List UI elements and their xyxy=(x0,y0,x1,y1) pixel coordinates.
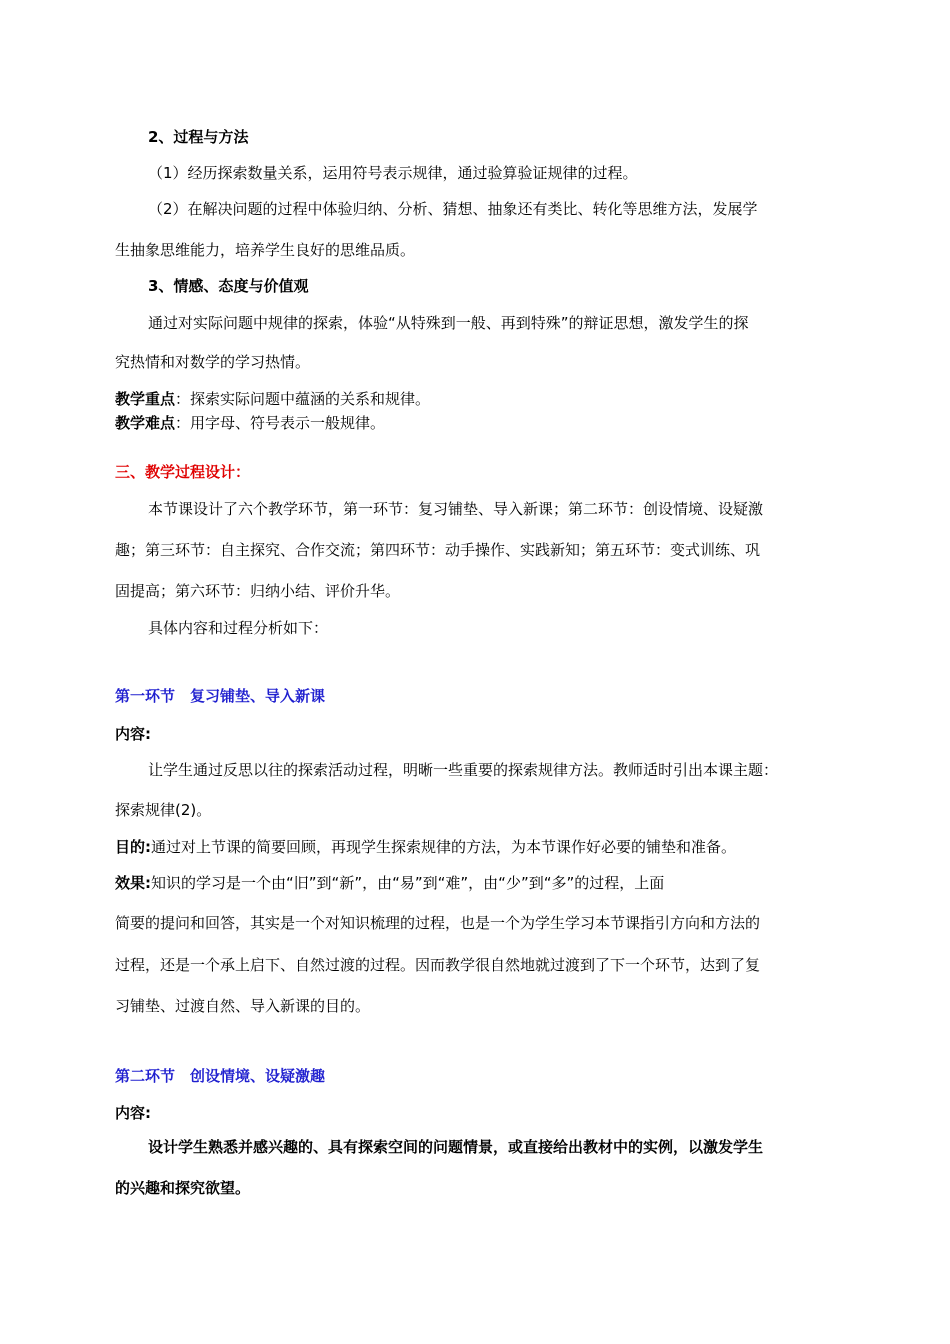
paragraph: 具体内容和过程分析如下： xyxy=(148,619,329,637)
section-heading-process-methods: 2、过程与方法 xyxy=(148,128,249,146)
paragraph: 习铺垫、过渡自然、导入新课的目的。 xyxy=(115,997,371,1015)
paragraph: 本节课设计了六个教学环节，第一环节：复习铺垫、导入新课；第二环节：创设情境、设疑激 xyxy=(148,500,764,518)
paragraph: 设计学生熟悉并感兴趣的、具有探索空间的问题情景，或直接给出教材中的实例，以激发学生 xyxy=(148,1138,764,1156)
teaching-difficulty xyxy=(115,413,385,433)
goal-line xyxy=(115,837,736,857)
stage-heading-2: 第二环节 创设情境、设疑激趣 xyxy=(115,1067,326,1085)
effect-text: 知识的学习是一个由“旧”到“新”，由“易”到“难”，由“少”到“多”的过程，上面 xyxy=(151,874,665,892)
stage-heading-1: 第一环节 复习铺垫、导入新课 xyxy=(115,687,326,705)
paragraph: 固提高；第六环节：归纳小结、评价升华。 xyxy=(115,582,401,600)
paragraph: （2）在解决问题的过程中体验归纳、分析、猜想、抽象还有类比、转化等思维方法，发展学 xyxy=(148,200,758,218)
paragraph: 简要的提问和回答，其实是一个对知识梳理的过程，也是一个为学生学习本节课指引方向和方法的 xyxy=(115,914,761,932)
teaching-key-point xyxy=(115,389,430,409)
paragraph: （1）经历探索数量关系，运用符号表示规律，通过验算验证规律的过程。 xyxy=(148,164,638,182)
difficulty-label: 教学难点 xyxy=(115,414,176,432)
section-heading-emotion-values: 3、情感、态度与价值观 xyxy=(148,277,309,295)
content-label: 内容: xyxy=(115,725,151,743)
paragraph: 生抽象思维能力，培养学生良好的思维品质。 xyxy=(115,241,416,259)
key-point-label: 教学重点 xyxy=(115,390,176,408)
goal-label: 目的: xyxy=(115,838,151,856)
effect-line xyxy=(115,873,664,893)
paragraph: 让学生通过反思以往的探索活动过程，明晰一些重要的探索规律方法。教师适时引出本课主题： xyxy=(148,761,779,779)
content-label: 内容: xyxy=(115,1104,151,1122)
difficulty-text: ：用字母、符号表示一般规律。 xyxy=(175,414,386,432)
paragraph: 通过对实际问题中规律的探索，体验“从特殊到一般、再到特殊”的辩证思想，激发学生的探 xyxy=(148,314,749,332)
paragraph: 的兴趣和探究欲望。 xyxy=(115,1179,251,1197)
key-point-text: ：探索实际问题中蕴涵的关系和规律。 xyxy=(175,390,431,408)
paragraph: 过程，还是一个承上启下、自然过渡的过程。因而教学很自然地就过渡到了下一个环节，达到了复 xyxy=(115,956,761,974)
part-heading-process-design: 三、教学过程设计： xyxy=(115,463,251,481)
paragraph: 趣；第三环节：自主探究、合作交流；第四环节：动手操作、实践新知；第五环节：变式训练、巩 xyxy=(115,541,761,559)
paragraph: 探索规律(2)。 xyxy=(115,801,212,819)
goal-text: 通过对上节课的简要回顾，再现学生探索规律的方法，为本节课作好必要的铺垫和准备。 xyxy=(151,838,737,856)
paragraph: 究热情和对数学的学习热情。 xyxy=(115,353,311,371)
effect-label: 效果: xyxy=(115,874,151,892)
